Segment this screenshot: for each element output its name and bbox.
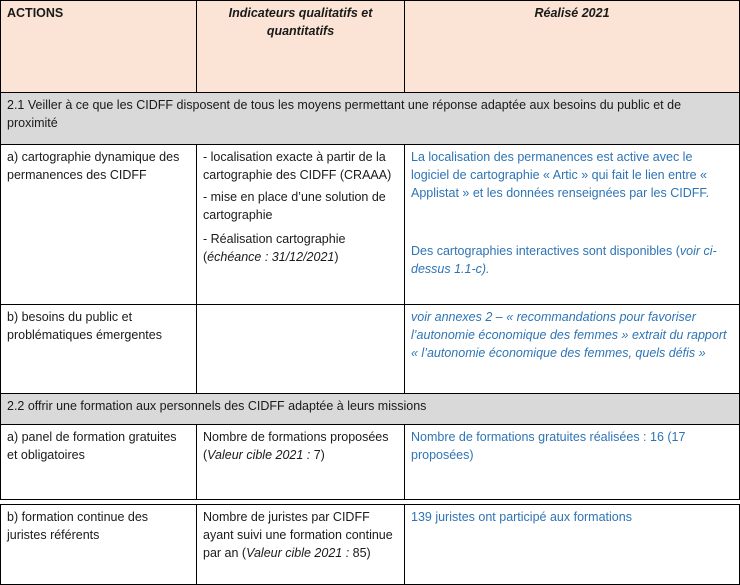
row-a-cartographie-realise: [404, 144, 740, 305]
indicator-localisation: - localisation exacte à partir de la cartographie des CIDFF (CRAAA): [203, 150, 392, 182]
row-b-juristes-action: [0, 504, 197, 585]
row-a-formation-action: [0, 424, 197, 500]
row-b-besoins-realise: [404, 304, 740, 394]
row-a-formation-action-text: a) panel de formation gratuites et obligatoires: [7, 430, 177, 462]
row-b-juristes-action-text: b) formation continue des juristes référents: [7, 510, 149, 542]
indicator-realisation-suffix: ): [334, 250, 339, 264]
row-b-besoins-action-text: b) besoins du public et problématiques émergentes: [7, 310, 162, 342]
realise-cartographies-ref: voir ci-dessus 1.1-c).: [411, 244, 717, 276]
header-realise: [404, 0, 740, 93]
row-a-cartographie-indicators: [196, 144, 405, 305]
row-b-juristes-realise: [404, 504, 740, 585]
row-b-juristes-ind-target: Valeur cible 2021 :: [246, 546, 350, 560]
section-2-2-text: 2.2 offrir une formation aux personnels des CIDFF adaptée à leurs missions: [7, 399, 427, 413]
indicator-realisation-prefix: - Réalisation cartographie (: [203, 232, 346, 264]
row-b-juristes-ind-prefix: Nombre de juristes par CIDFF ayant suivi une formation continue par an (: [203, 510, 393, 560]
row-a-formation-realise: [404, 424, 740, 500]
header-actions: [0, 0, 197, 93]
realise-localisation: La localisation des permanences est active avec le logiciel de cartographie « Artic » qui fait le lien entre « Applistat » et les données renseignées par les CIDFF.: [411, 150, 710, 200]
row-b-besoins-indicators: [196, 304, 405, 394]
header-indicateurs-label: Indicateurs qualitatifs et quantitatifs: [228, 6, 373, 38]
section-2-1-title: [0, 92, 740, 145]
section-2-2-title: [0, 393, 740, 425]
header-realise-label: Réalisé 2021: [534, 6, 610, 20]
row-b-juristes-ind-suffix: 85): [349, 546, 371, 560]
realise-cartographies: [411, 242, 733, 278]
indicator-realisation-deadline: échéance : 31/12/2021: [207, 250, 335, 264]
row-a-cartographie-action-text: a) cartographie dynamique des permanences des CIDFF: [7, 150, 180, 182]
indicator-realisation: [203, 230, 398, 266]
row-a-formation-ind-suffix: 7): [310, 448, 325, 462]
row-a-formation-indicators: [196, 424, 405, 500]
row-a-cartographie-action: [0, 144, 197, 305]
row-a-formation-ind-target: Valeur cible 2021 :: [207, 448, 311, 462]
row-a-formation-ind-prefix: Nombre de formations proposées (: [203, 430, 389, 462]
row-b-juristes-realise-text: 139 juristes ont participé aux formations: [411, 510, 632, 524]
section-2-1-text: 2.1 Veiller à ce que les CIDFF disposent de tous les moyens permettant une réponse adaptée aux besoins du public et de proximité: [7, 98, 682, 130]
indicator-solution: - mise en place d’une solution de cartographie: [203, 190, 386, 222]
realise-cartographies-prefix: Des cartographies interactives sont disponibles (: [411, 244, 680, 258]
row-b-besoins-action: [0, 304, 197, 394]
header-actions-label: ACTIONS: [7, 6, 64, 20]
row-a-formation-realise-text: Nombre de formations gratuites réalisées : 16 (17 proposées): [411, 430, 686, 462]
row-b-juristes-indicators: [196, 504, 405, 585]
row-b-besoins-realise-text: voir annexes 2 – « recommandations pour favoriser l’autonomie économique des femmes » extrait du rapport « l’autonomie économique des femmes, quels défis »: [411, 310, 727, 360]
header-indicateurs: [196, 0, 405, 93]
